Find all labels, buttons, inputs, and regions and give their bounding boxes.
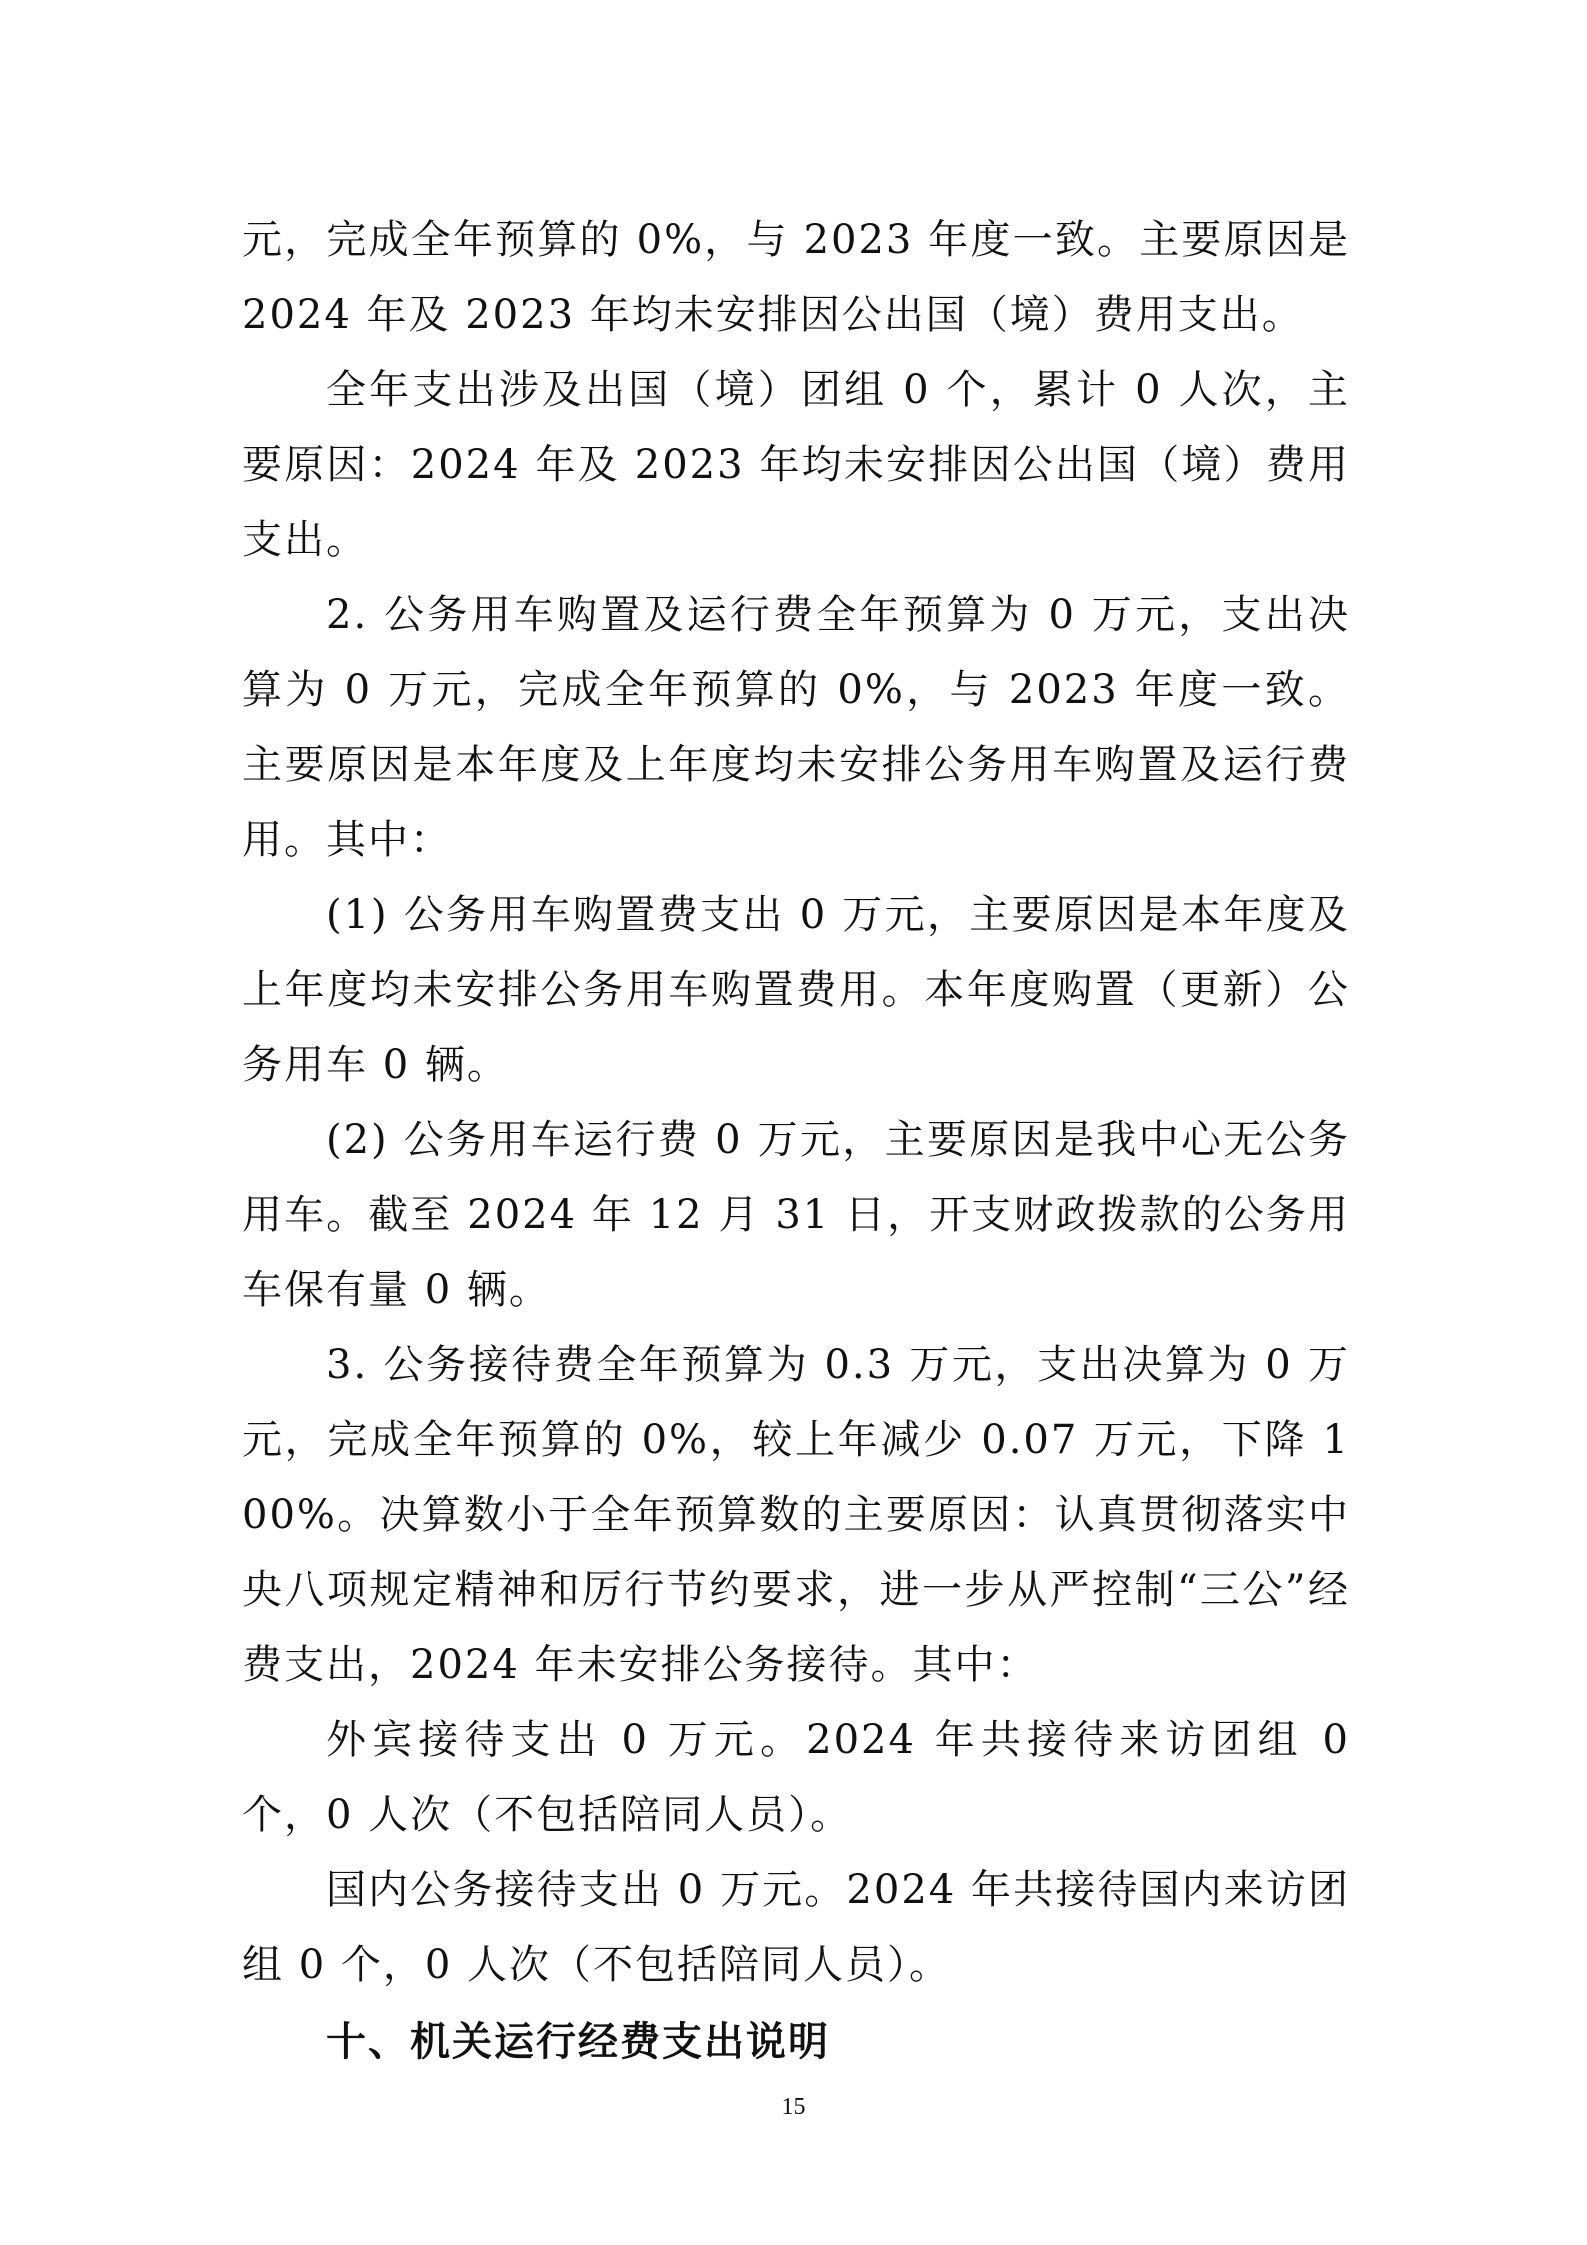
paragraph-vehicle-operation: (2) 公务用车运行费 0 万元，主要原因是我中心无公务用车。截至 2024 年 12 月 31 日，开支财政拨款的公务用车保有量 0 辆。 xyxy=(242,1117,1350,1313)
paragraph-domestic-reception: 国内公务接待支出 0 万元。2024 年共接待国内来访团组 0 个，0 人次（不包括陪同人员）。 xyxy=(242,1867,1350,1988)
paragraph-foreign-reception: 外宾接待支出 0 万元。2024 年共接待来访团组 0 个，0 人次（不包括陪同人员）。 xyxy=(242,1717,1350,1838)
paragraph-reception-costs: 3. 公务接待费全年预算为 0.3 万元，支出决算为 0 万元，完成全年预算的 0%，较上年减少 0.07 万元，下降 100%。决算数小于全年预算数的主要原因：认真贯彻落实中央八项规定精神和厉行节约要求，进一步从严控制“三公”经费支出，2024 年未安排公务接待。其中： xyxy=(242,1342,1350,1688)
paragraph-outbound-travel-summary: 元，完成全年预算的 0%，与 2023 年度一致。主要原因是 2024 年及 2023 年均未安排因公出国（境）费用支出。 xyxy=(242,217,1350,338)
body-text xyxy=(242,203,1350,2080)
paragraph-outbound-groups: 全年支出涉及出国（境）团组 0 个，累计 0 人次，主要原因：2024 年及 2023 年均未安排因公出国（境）费用支出。 xyxy=(242,367,1350,563)
paragraph-vehicle-purchase: (1) 公务用车购置费支出 0 万元，主要原因是本年度及上年度均未安排公务用车购置费用。本年度购置（更新）公务用车 0 辆。 xyxy=(242,892,1350,1088)
section-heading: 十、机关运行经费支出说明 xyxy=(326,2019,830,2065)
page-number: 15 xyxy=(781,2094,806,2120)
paragraph-vehicle-costs: 2. 公务用车购置及运行费全年预算为 0 万元，支出决算为 0 万元，完成全年预算的 0%，与 2023 年度一致。主要原因是本年度及上年度均未安排公务用车购置及运行费用。其中： xyxy=(242,592,1350,863)
